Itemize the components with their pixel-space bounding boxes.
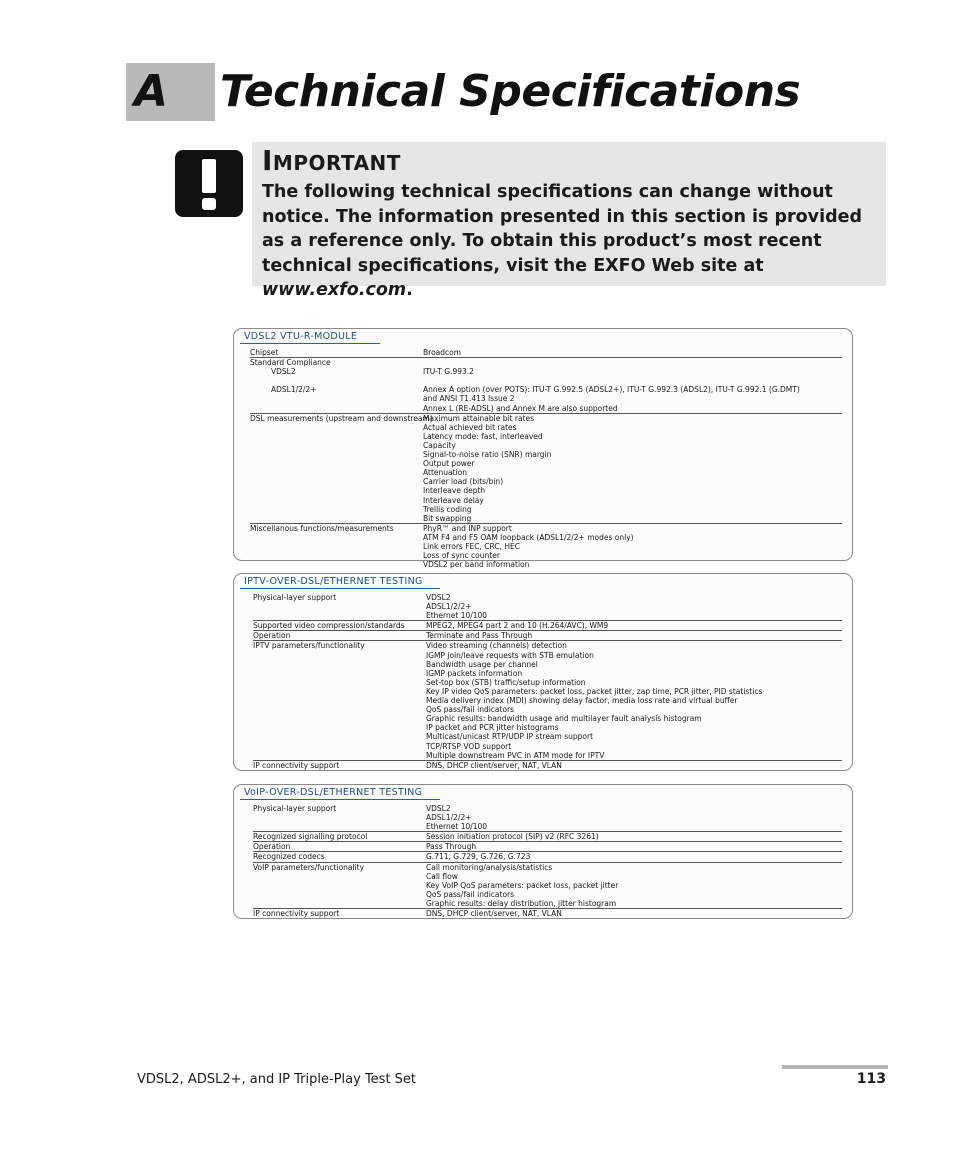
spec-value: Terminate and Pass Through	[426, 631, 533, 641]
spec-table-iptv	[233, 573, 853, 771]
spec-label: VoIP parameters/functionality	[253, 862, 365, 872]
spec-row	[253, 631, 842, 641]
spec-value: Call monitoring/analysis/statistics Call flow Key VoIP QoS parameters: packet loss, packet jitter QoS pass/fail indicators Graphic results: delay distribution, jitter histogram	[426, 862, 619, 908]
spec-row	[253, 842, 842, 852]
spec-rows	[253, 804, 842, 918]
spec-table-voip	[233, 784, 853, 919]
spec-label: IP connectivity support	[253, 909, 340, 919]
spec-label: IPTV parameters/functionality	[253, 641, 365, 651]
spec-value: G.711, G.729, G.726, G.723	[426, 852, 531, 862]
spec-rows	[250, 348, 842, 569]
chapter-letter: A	[134, 66, 169, 117]
spec-row	[253, 641, 842, 760]
spec-row	[253, 761, 842, 770]
spec-row	[253, 621, 842, 631]
spec-row	[253, 863, 842, 909]
spec-row	[253, 909, 842, 918]
spec-row	[253, 852, 842, 862]
spec-value: PhyR™ and INP support ATM F4 and F5 OAM loopback (ADSL1/2/2+ modes only) Link errors FEC, CRC, HEC Loss of sync counter VDSL2 per band information	[423, 523, 634, 570]
spec-value: Broadcom	[423, 348, 462, 357]
spec-label: Miscellanous functions/measurements	[250, 523, 394, 533]
spec-rows	[253, 593, 842, 770]
spec-value: VDSL2 ADSL1/2/2+ Ethernet 10/100	[426, 804, 488, 832]
important-notice	[252, 142, 886, 300]
spec-row	[250, 524, 842, 569]
spec-row	[253, 832, 842, 842]
spec-table-title: VoIP-OVER-DSL/ETHERNET TESTING	[244, 787, 423, 798]
spec-label: Recognized codecs	[253, 852, 325, 862]
spec-label: Operation	[253, 631, 291, 641]
chapter-title: Technical Specifications	[220, 66, 801, 117]
page-number: 113	[856, 1071, 886, 1087]
spec-row	[250, 358, 842, 414]
exclamation-icon	[175, 150, 243, 217]
footer-rule	[782, 1065, 888, 1069]
spec-label: Standard Compliance VDSL2 ADSL1/2/2+	[250, 358, 331, 395]
spec-table-title: IPTV-OVER-DSL/ETHERNET TESTING	[244, 576, 423, 587]
spec-table-title: VDSL2 VTU-R-MODULE	[244, 331, 358, 342]
spec-row	[250, 414, 842, 524]
spec-value: DNS, DHCP client/server, NAT, VLAN	[426, 760, 562, 770]
spec-value: VDSL2 ADSL1/2/2+ Ethernet 10/100	[426, 593, 488, 621]
spec-value: Session initiation protocol (SIP) v2 (RFC 3261)	[426, 832, 599, 842]
spec-label: DSL measurements (upstream and downstream)	[250, 413, 433, 423]
spec-row	[253, 804, 842, 832]
spec-value: ITU-T G.993.2 Annex A option (over POTS): ITU-T G.992.5 (ADSL2+), ITU-T G.992.3 (ADSL2), ITU-T G.992.1 (G.DMT) and ANSI T1.413 Issue 2 Annex L (RE-ADSL) and Annex M are also supported	[423, 367, 800, 413]
spec-label: Physical-layer support	[253, 804, 337, 813]
important-title: Important	[262, 144, 401, 177]
spec-value: Maximum attainable bit rates Actual achieved bit rates Latency mode: fast, interleaved Capacity Signal-to-noise ratio (SNR) margin Output power Attenuation Carrier load (bits/bin) Interleave depth Interleave delay Trellis coding Bit swapping	[423, 413, 552, 523]
exfo-website-link[interactable]: www.exfo.com	[262, 280, 407, 300]
spec-label: IP connectivity support	[253, 760, 340, 770]
spec-label: Operation	[253, 842, 291, 852]
spec-row	[250, 348, 842, 358]
spec-value: Pass Through	[426, 842, 477, 852]
spec-row	[253, 593, 842, 621]
spec-value: DNS, DHCP client/server, NAT, VLAN	[426, 909, 562, 919]
spec-label: Physical-layer support	[253, 593, 337, 602]
important-text: The following technical specifications can change without notice. The information presented in this section is provided as a reference only. To obtain this product’s most recent technical specifications, visit the EXFO Web site at www.exfo.com.	[262, 182, 863, 300]
spec-label: Supported video compression/standards	[253, 621, 405, 631]
spec-value: Video streaming (channels) detection IGMP join/leave requests with STB emulation Bandwidth usage per channel IGMP packets information Set-top box (STB) traffic/setup information Key IP video QoS parameters: packet loss, packet jitter, zap time, PCR jitter, PID statistics Media delivery index (MDI) showing delay factor, media loss rate and virtual buffer QoS pass/fail indicators Graphic results: bandwidth usage and multilayer fault analysis histogram IP packet and PCR jitter histograms Multicast/unicast RTP/UDP IP stream support TCP/RTSP VOD support Multiple downstream PVC in ATM mode for IPTV	[426, 641, 763, 760]
footer-title: VDSL2, ADSL2+, and IP Triple-Play Test Set	[137, 1072, 417, 1087]
spec-label: Chipset	[250, 348, 279, 357]
spec-label: Recognized signalling protocol	[253, 832, 368, 842]
spec-value: MPEG2, MPEG4 part 2 and 10 (H.264/AVC), WM9	[426, 621, 609, 631]
spec-table-vdsl2-module	[233, 328, 853, 570]
